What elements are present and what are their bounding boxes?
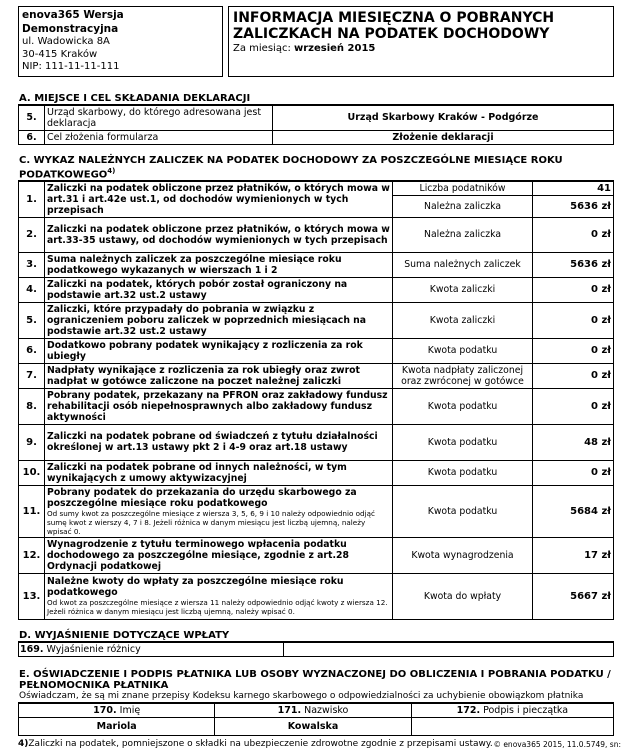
row-field-label: Kwota podatku xyxy=(393,424,533,460)
title-line-1: INFORMACJA MIESIĘCZNA O POBRANYCH xyxy=(233,10,555,26)
table-row xyxy=(19,388,614,424)
row-description: Pobrany podatek, przekazany na PFRON oraz zakładowy fundusz rehabilitacji osób niepełnosprawnych albo zakładowy fundusz aktywności xyxy=(45,388,393,424)
row-field-label: Suma należnych zaliczek xyxy=(393,252,533,277)
table-row xyxy=(19,181,614,195)
row-description: Zaliczki na podatek pobrane od świadczeń z tytułu działalności określonej w art.13 ustawy pkt 2 i 4-9 oraz art.18 ustawy xyxy=(45,424,393,460)
section-d-heading: D. WYJAŚNIENIE DOTYCZĄCE WPŁATY xyxy=(18,630,614,642)
section-a-table xyxy=(18,105,614,145)
row-number: 5. xyxy=(19,302,45,338)
table-row xyxy=(19,642,614,656)
company-box xyxy=(18,6,223,77)
row-number: 3. xyxy=(19,252,45,277)
month-label: Za miesiąc: xyxy=(233,43,291,54)
field-label: Podpis i pieczątka xyxy=(483,704,569,716)
row-value: 0 zł xyxy=(533,363,614,388)
difference-explanation-cell xyxy=(19,642,284,656)
row-label: Urząd skarbowy, do którego adresowana jest deklaracja xyxy=(45,105,273,130)
section-a-heading: A. MIEJSCE I CEL SKŁADANIA DEKLARACJI xyxy=(18,93,614,105)
row-instruction: Od kwot za poszczególne miesiące z wiersza 11 należy odpowiednio odjąć kwoty z wiersza 12. Jeżeli różnica w danym miesiącu jest liczbą ujemną, należy wpisać 0. xyxy=(47,598,388,617)
row-field-label: Kwota wynagrodzenia xyxy=(393,537,533,573)
field-number: 169. xyxy=(20,643,44,655)
field-number: 170. xyxy=(93,704,117,716)
row-value: 5667 zł xyxy=(533,573,614,619)
header xyxy=(18,6,614,77)
row-number: 5. xyxy=(19,105,45,130)
table-row xyxy=(19,703,614,717)
row-number: 1. xyxy=(19,181,45,217)
row-description: Zaliczki na podatek obliczone przez płatników, o których mowa w art.33-35 ustawy, od dochodów wymienionych w tych przepisach xyxy=(45,217,393,252)
row-description: Wynagrodzenie z tytułu terminowego wpłacenia podatku dochodowego za poszczególne miesiące, zgodnie z art.28 Ordynacji podatkowej xyxy=(45,537,393,573)
row-field-label: Liczba podatników xyxy=(393,181,533,195)
row-number: 6. xyxy=(19,338,45,363)
field-label: Wyjaśnienie różnicy xyxy=(46,643,141,655)
row-description: Zaliczki na podatek pobrane od innych należności, w tym wynikających z umowy aktywizacyjnej xyxy=(45,460,393,485)
row-description-cell xyxy=(45,485,393,537)
row-number: 6. xyxy=(19,130,45,144)
title-line-2: ZALICZKACH NA PODATEK DOCHODOWY xyxy=(233,26,550,42)
row-number: 9. xyxy=(19,424,45,460)
row-field-label: Kwota do wpłaty xyxy=(393,573,533,619)
company-street: ul. Wadowicka 8A xyxy=(22,36,110,47)
row-number: 4. xyxy=(19,277,45,302)
first-name-value: Mariola xyxy=(19,717,215,735)
form-purpose-value: Złożenie deklaracji xyxy=(273,130,614,144)
row-label: Cel złożenia formularza xyxy=(45,130,273,144)
row-number: 12. xyxy=(19,537,45,573)
field-label: Imię xyxy=(119,704,141,716)
company-name: enova365 Wersja Demonstracyjna xyxy=(22,9,124,35)
tax-office-value: Urząd Skarbowy Kraków - Podgórze xyxy=(273,105,614,130)
field-number: 172. xyxy=(456,704,481,716)
row-value: 17 zł xyxy=(533,537,614,573)
month-value: wrzesień 2015 xyxy=(294,43,376,54)
statement-text: Oświadczam, że są mi znane przepisy Kodeksu karnego skarbowego o odpowiedzialności za uchybienie obowiązkom płatnika xyxy=(18,691,614,703)
table-row xyxy=(19,573,614,619)
footnote-ref: 4) xyxy=(107,166,116,175)
table-row xyxy=(19,537,614,573)
section-c-heading-text: C. WYKAZ NALEŻNYCH ZALICZEK NA PODATEK DOCHODOWY ZA POSZCZEGÓLNE MIESIĄCE ROKU PODATKOWEGO xyxy=(19,154,563,180)
row-description: Nadpłaty wynikające z rozliczenia za rok ubiegły oraz zwrot nadpłat w gotówce zaliczone na poczet należnej zaliczki xyxy=(45,363,393,388)
row-field-label: Kwota nadpłaty zaliczonej oraz zwróconej w gotówce xyxy=(393,363,533,388)
signature-value xyxy=(411,717,613,735)
table-row xyxy=(19,252,614,277)
row-description: Dodatkowo pobrany podatek wynikający z rozliczenia za rok ubiegły xyxy=(45,338,393,363)
row-value: 0 zł xyxy=(533,277,614,302)
row-description: Należne kwoty do wpłaty za poszczególne miesiące roku podatkowego xyxy=(47,576,344,599)
section-d-table xyxy=(18,642,614,657)
row-field-label: Kwota podatku xyxy=(393,485,533,537)
row-number: 11. xyxy=(19,485,45,537)
row-value: 5636 zł xyxy=(533,252,614,277)
row-field-label: Kwota podatku xyxy=(393,460,533,485)
row-field-label: Kwota podatku xyxy=(393,388,533,424)
section-c-table xyxy=(18,181,614,620)
section-e-heading: E. OŚWIADCZENIE I PODPIS PŁATNIKA LUB OSOBY WYZNACZONEJ DO OBLICZENIA I POBRANIA PODATKU / PEŁNOMOCNIKA PŁATNIKA xyxy=(19,668,611,691)
field-label: Nazwisko xyxy=(304,704,349,716)
row-field-label: Należna zaliczka xyxy=(393,195,533,217)
row-instruction: Od sumy kwot za poszczególne miesiące z wiersza 3, 5, 6, 9 i 10 należy odpowiednio odjąć sumę kwot z wierszy 4, 7 i 8. Jeżeli różnica w danym miesiącu jest liczbą ujemną, należy wpisać 0. xyxy=(47,508,375,536)
month-line xyxy=(233,43,609,54)
last-name-value: Kowalska xyxy=(215,717,411,735)
table-row xyxy=(19,217,614,252)
row-field-label: Kwota podatku xyxy=(393,338,533,363)
first-name-header xyxy=(19,703,215,717)
row-value: 0 zł xyxy=(533,460,614,485)
table-row xyxy=(19,338,614,363)
row-value: 41 xyxy=(533,181,614,195)
copyright: © enova365 2015, 11.0.5749, sn: xyxy=(493,740,621,749)
row-field-label: Kwota zaliczki xyxy=(393,302,533,338)
table-row xyxy=(19,302,614,338)
title-box xyxy=(228,6,614,77)
footnote-number: 4) xyxy=(18,738,29,749)
row-number: 2. xyxy=(19,217,45,252)
row-number: 10. xyxy=(19,460,45,485)
row-number: 7. xyxy=(19,363,45,388)
company-city: 30-415 Kraków xyxy=(22,48,98,60)
row-value: 0 zł xyxy=(533,217,614,252)
row-description: Zaliczki, które przypadały do pobrania w związku z ograniczeniem poboru zaliczek w poprzednich miesiącach na podstawie art.32 ust.2 ustawy xyxy=(45,302,393,338)
difference-explanation-value xyxy=(284,642,614,656)
row-value: 48 zł xyxy=(533,424,614,460)
company-nip: NIP: 111-11-11-111 xyxy=(22,61,120,72)
row-number: 8. xyxy=(19,388,45,424)
table-row xyxy=(19,424,614,460)
row-description: Zaliczki na podatek, których pobór został ograniczony na podstawie art.32 ust.2 ustawy xyxy=(45,277,393,302)
signature-header xyxy=(411,703,613,717)
row-description-cell xyxy=(45,573,393,619)
row-value: 0 zł xyxy=(533,302,614,338)
row-value: 0 zł xyxy=(533,338,614,363)
footnote-text: Zaliczki na podatek, pomniejszone o składki na ubezpieczenie zdrowotne zgodnie z przepisami ustawy. xyxy=(28,738,493,749)
table-row xyxy=(19,277,614,302)
row-value: 5636 zł xyxy=(533,195,614,217)
section-e-table xyxy=(18,703,614,736)
row-field-label: Należna zaliczka xyxy=(393,217,533,252)
row-description: Zaliczki na podatek obliczone przez płatników, o których mowa w art.31 i art.42e ust.1, od dochodów wymienionych w tych przepisach xyxy=(45,181,393,217)
table-row xyxy=(19,460,614,485)
field-number: 171. xyxy=(277,704,302,716)
last-name-header xyxy=(215,703,411,717)
section-a-row xyxy=(19,130,614,144)
row-number: 13. xyxy=(19,573,45,619)
row-description: Suma należnych zaliczek za poszczególne miesiące roku podatkowego wykazanych w wierszach 1 i 2 xyxy=(45,252,393,277)
declaration-page xyxy=(18,6,614,749)
table-row xyxy=(19,717,614,735)
row-description: Pobrany podatek do przekazania do urzędu skarbowego za poszczególne miesiące roku podatkowego xyxy=(47,486,357,509)
section-a-row xyxy=(19,105,614,130)
row-value: 0 zł xyxy=(533,388,614,424)
row-value: 5684 zł xyxy=(533,485,614,537)
table-row xyxy=(19,363,614,388)
section-c-heading xyxy=(18,155,614,181)
row-field-label: Kwota zaliczki xyxy=(393,277,533,302)
table-row xyxy=(19,485,614,537)
